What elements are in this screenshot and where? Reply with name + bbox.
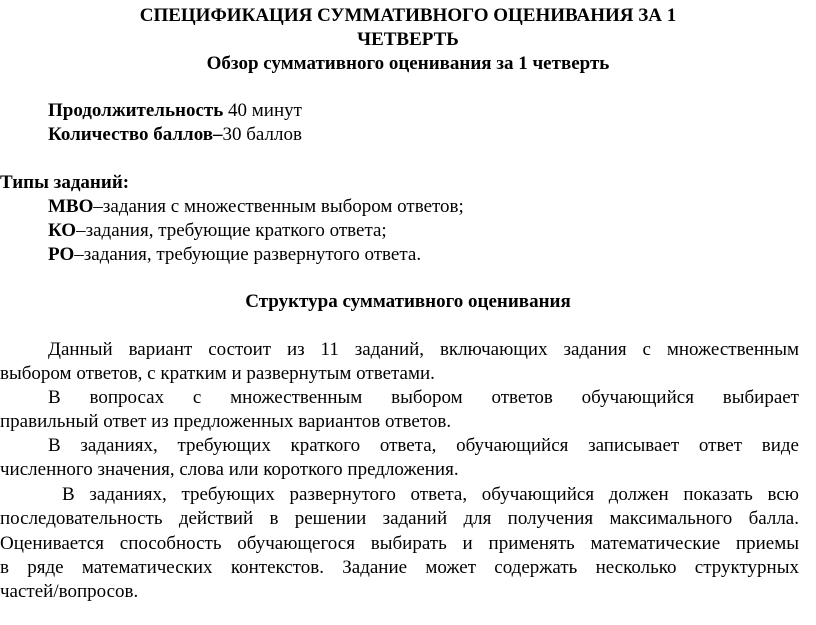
duration-label: Продолжительность (48, 100, 224, 121)
paragraph-line: Данный вариант состоит из 11 заданий, включающих задания с множественным (48, 339, 799, 360)
points-line (48, 125, 302, 144)
paragraph-line: В вопросах с множественным выбором ответов обучающийся выбирает (48, 387, 799, 408)
task-types-heading: Типы заданий: (0, 172, 130, 193)
points-label: Количество баллов– (48, 124, 223, 145)
title-line-2: ЧЕТВЕРТЬ (357, 29, 459, 50)
paragraph-line: В заданиях, требующих краткого ответа, обучающийся записывает ответ виде (48, 435, 799, 456)
paragraph-line: Оценивается способность обучающегося выбирать и применять математические приемы (0, 532, 799, 554)
subtitle: Обзор суммативного оценивания за 1 четверть (206, 53, 610, 74)
paragraph-line: последовательность действий в решении заданий для получения максимального балла. (0, 508, 799, 530)
paragraph (0, 434, 799, 483)
task-type-item: КО–задания, требующие краткого ответа; (48, 220, 387, 241)
paragraph-line: частей/вопросов. (0, 581, 139, 603)
title-line-1: СПЕЦИФИКАЦИЯ СУММАТИВНОГО ОЦЕНИВАНИЯ ЗА 1 (139, 5, 677, 26)
paragraph-line: выбором ответов, с кратким и развернутым ответами. (0, 363, 435, 385)
paragraph (0, 338, 799, 387)
task-type-item: МВО–задания с множественным выбором ответов; (48, 196, 464, 217)
points-value: 30 баллов (222, 124, 302, 145)
paragraph-line: В заданиях, требующих развернутого ответа, обучающийся должен показать всю (62, 484, 799, 505)
duration-value: 40 минут (223, 100, 302, 121)
paragraph-line: правильный ответ из предложенных вариантов ответов. (0, 411, 452, 433)
paragraph (0, 483, 799, 604)
paragraph-line: в ряде математических контекстов. Задание может содержать несколько структурных (0, 556, 799, 578)
task-type-item: РО–задания, требующие развернутого ответа. (48, 244, 422, 265)
duration-line (48, 101, 302, 120)
structure-heading: Структура суммативного оценивания (245, 291, 571, 312)
paragraph-line: численного значения, слова или короткого предложения. (0, 459, 459, 481)
paragraph (0, 386, 799, 435)
